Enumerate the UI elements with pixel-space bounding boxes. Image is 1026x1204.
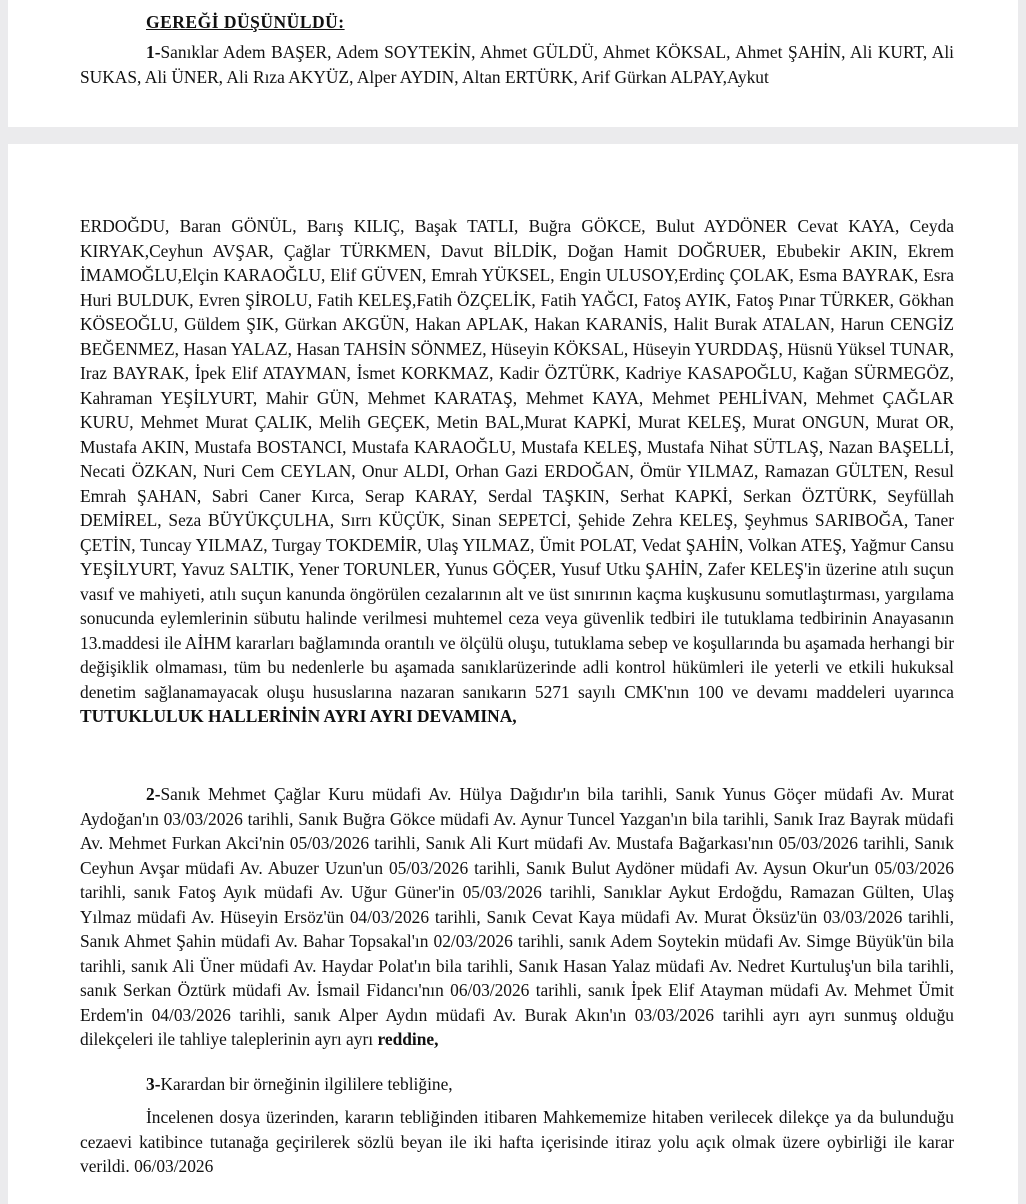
item-3-text: Karardan bir örneğinin ilgililere tebliğine, — [160, 1074, 453, 1094]
item-2-ruling: reddine, — [377, 1029, 439, 1049]
cut-off-text-line — [88, 0, 958, 2]
item-1-continuation-text: ERDOĞDU, Baran GÖNÜL, Barış KILIÇ, Başak TATLI, Buğra GÖKCE, Bulut AYDÖNER Cevat KAYA, Ceyda KIRYAK,Ceyhun AVŞAR, Çağlar TÜRKMEN, Davut BİLDİK, Doğan Hamit DOĞRUER, Ebubekir AKIN, Ekrem İMAMOĞLU,Elçin KARAOĞLU, Elif GÜVEN, Emrah YÜKSEL, Engin ULUSOY,Erdinç ÇOLAK, Esma BAYRAK, Esra Huri BULDUK, Evren ŞİROLU, Fatih KELEŞ,Fatih ÖZÇELİK, Fatih YAĞCI, Fatoş AYIK, Fatoş Pınar TÜRKER, Gökhan KÖSEOĞLU, Güldem ŞIK, Gürkan AKGÜN, Hakan APLAK, Hakan KARANİS, Halit Burak ATALAN, Harun CENGİZ BEĞENMEZ, Hasan YALAZ, Hasan TAHSİN SÖNMEZ, Hüseyin KÖKSAL, Hüseyin YURDDAŞ, Hüsnü Yüksel TUNAR, Iraz BAYRAK, İpek Elif ATAYMAN, İsmet KORKMAZ, Kadir ÖZTÜRK, Kadriye KASAPOĞLU, Kağan SÜRMEGÖZ, Kahraman YEŞİLYURT, Mahir GÜN, Mehmet KARATAŞ, Mehmet KAYA, Mehmet PEHLİVAN, Mehmet ÇAĞLAR KURU, Mehmet Murat ÇALIK, Melih GEÇEK, Metin BAL,Murat KAPKİ, Murat KELEŞ, Murat ONGUN, Murat OR, Mustafa AKIN, Mustafa BOSTANCI, Mustafa KARAOĞLU, Mustafa KELEŞ, Mustafa Nihat SÜTLAŞ, Nazan BAŞELLİ, Necati ÖZKAN, Nuri Cem CEYLAN, Onur ALDI, Orhan Gazi ERDOĞAN, Ömür YILMAZ, Ramazan GÜLTEN, Resul Emrah ŞAHAN, Sabri Caner Kırca, Serap KARAY, Serdal TAŞKIN, Serhat KAPKİ, Serkan ÖZTÜRK, Seyfüllah DEMİREL, Seza BÜYÜKÇULHA, Sırrı KÜÇÜK, Sinan SEPETCİ, Şehide Zehra KELEŞ, Şeyhmus SARIBOĞA, Taner ÇETİN, Tuncay YILMAZ, Turgay TOKDEMİR, Ulaş YILMAZ, Ümit POLAT, Vedat ŞAHİN, Volkan ATEŞ, Yağmur Cansu YEŞİLYURT, Yavuz SALTIK, Yener TORUNLER, Yunus GÖÇER, Yusuf Utku ŞAHİN, Zafer KELEŞ'in üzerine atılı suçun vasıf ve mahiyeti, atılı suçun kanunda öngörülen cezalarının alt ve üst sınırının kaçma kuşkusunu somutlaştırması, yargılama sonucunda eylemlerinin sübutu halinde verilmesi muhtemel ceza veya güvenlik tedbiri ile tutuklama tedbirinin Anayasanın 13.maddesi ile AİHM kararları bağlamında orantılı ve ölçülü oluşu, tutuklama sebep ve koşullarında bu aşamada herhangi bir değişiklik olmaması, tüm bu nedenlerle bu aşamada sanıklarüzerinde adli kontrol hükümleri ile yeterli ve etkili hukuksal denetim sağlanamayacak oluşu hususlarına nazaran sanıkarın 5271 sayılı CMK'nın 100 ve devamı maddeleri uyarınca — [80, 216, 954, 702]
closing-paragraph: İncelenen dosya üzerinden, kararın tebliğinden itibaren Mahkememize hitaben verilecek dilekçe ya da bulunduğu cezaevi katibince tutanağa geçirilerek sözlü beyan ile iki hafta içerisinde itiraz yolu açık olmak üzere oybirliği ile karar verildi. 06/03/2026 — [80, 1107, 954, 1176]
item-1-continuation-paragraph — [80, 214, 954, 729]
document-page-bottom — [8, 144, 1018, 1204]
item-2-text: Sanık Mehmet Çağlar Kuru müdafi Av. Hülya Dağıdır'ın bila tarihli, Sanık Yunus Göçer müdafi Av. Murat Aydoğan'ın 03/03/2026 tarihli, Sanık Buğra Gökce müdafi Av. Aynur Tuncel Yazgan'ın bila tarihli, Sanık Iraz Bayrak müdafi Av. Mehmet Furkan Akci'nin 05/03/2026 tarihli, Sanık Ali Kurt müdafi Av. Mustafa Bağarkası'nın 05/03/2026 tarihli, Sanık Ceyhun Avşar müdafi Av. Abuzer Uzun'un 05/03/2026 tarihli, Sanık Bulut Aydöner müdafi Av. Aysun Okur'un 05/03/2026 tarihli, sanık Fatoş Ayık müdafi Av. Uğur Güner'in 05/03/2026 tarihli, Sanıklar Aykut Erdoğdu, Ramazan Gülten, Ulaş Yılmaz müdafi Av. Hüseyin Ersöz'ün 04/03/2026 tarihli, Sanık Cevat Kaya müdafi Av. Murat Öksüz'ün 03/03/2026 tarihli, Sanık Ahmet Şahin müdafi Av. Bahar Topsakal'ın 02/03/2026 tarihli, sanık Adem Soytekin müdafi Av. Simge Büyük'ün bila tarihli, sanık Ali Üner müdafi Av. Haydar Polat'ın bila tarihli, Sanık Hasan Yalaz müdafi Av. Nedret Kurtuluş'un bila tarihli, sanık Serkan Öztürk müdafi Av. İsmail Fidancı'nın 06/03/2026 tarihli, sanık İpek Elif Atayman müdafi Av. Mehmet Ümit Erdem'in 04/03/2026 tarihli, sanık Alper Aydın müdafi Av. Burak Akın'ın 03/03/2026 tarihli ayrı ayrı sunmuş olduğu dilekçeleri ile tahliye taleplerinin ayrı ayrı — [80, 784, 954, 1049]
item-2-number: 2- — [146, 784, 161, 804]
item-1-text: Sanıklar Adem BAŞER, Adem SOYTEKİN, Ahmet GÜLDÜ, Ahmet KÖKSAL, Ahmet ŞAHİN, Ali KURT, Ali SUKAS, Ali ÜNER, Ali Rıza AKYÜZ, Alper AYDIN, Altan ERTÜRK, Arif Gürkan ALPAY,Aykut — [80, 42, 954, 87]
section-heading: GEREĞİ DÜŞÜNÜLDÜ: — [146, 12, 345, 32]
item-3-paragraph — [80, 1072, 954, 1097]
item-1-paragraph — [80, 40, 954, 89]
item-2-paragraph — [80, 782, 954, 1052]
item-1-number: 1- — [146, 42, 161, 62]
item-1-ruling: TUTUKLULUK HALLERİNİN AYRI AYRI DEVAMINA, — [80, 706, 517, 726]
item-3-number: 3- — [146, 1074, 161, 1094]
document-page-top — [8, 0, 1018, 127]
